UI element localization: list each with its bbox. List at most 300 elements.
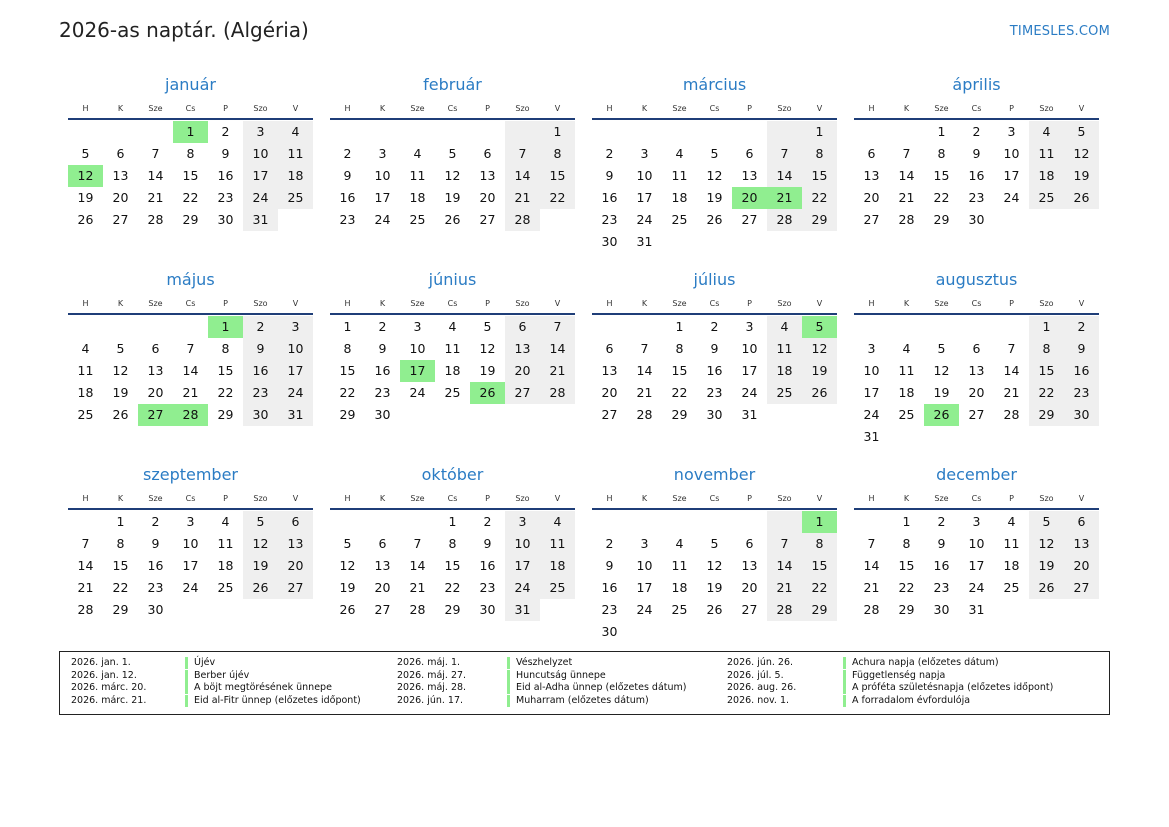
weekday-header: [854, 98, 1099, 120]
calendar-day: 28: [77, 602, 94, 617]
legend-holiday-name: A forradalom évfordulója: [843, 695, 970, 707]
weekday-label: H: [344, 493, 351, 503]
calendar-day: 6: [505, 316, 540, 338]
calendar-day: 5: [710, 146, 719, 161]
calendar-day: 7: [151, 146, 160, 161]
calendar-day: 22: [217, 385, 234, 400]
calendar-day: 15: [540, 165, 575, 187]
calendar-day: 8: [802, 533, 837, 555]
calendar-day: 29: [217, 407, 234, 422]
weekday-label: H: [82, 298, 89, 308]
month-days: [592, 511, 837, 643]
month-days: [330, 511, 575, 621]
calendar-day: 21: [898, 190, 915, 205]
weekday-label: P: [485, 493, 490, 503]
weekday-label: V: [816, 103, 823, 113]
calendar-day: 19: [77, 190, 94, 205]
empty-day: [330, 511, 365, 533]
calendar-day: 24: [374, 212, 391, 227]
calendar-day: 23: [374, 385, 391, 400]
calendar-day: 1: [675, 319, 684, 334]
weekday-header: [592, 488, 837, 510]
weekday-header: [330, 293, 575, 315]
weekday-label: V: [1078, 493, 1085, 503]
calendar-day: 12: [706, 558, 723, 573]
calendar-day: 21: [1003, 385, 1020, 400]
calendar-day: 20: [1064, 555, 1099, 577]
calendar-day: 17: [741, 363, 758, 378]
calendar-day: 27: [741, 212, 758, 227]
legend-holiday-name: A próféta születésnapja (előzetes időpont): [843, 682, 1053, 694]
month-február: [330, 74, 575, 231]
calendar-day: 17: [636, 190, 653, 205]
calendar-day: 8: [540, 143, 575, 165]
calendar-day: 30: [479, 602, 496, 617]
calendar-day: 28: [898, 212, 915, 227]
calendar-day: 13: [374, 558, 391, 573]
calendar-day: 18: [1003, 558, 1020, 573]
empty-day: [400, 511, 435, 533]
calendar-day: 2: [483, 514, 492, 529]
calendar-day: 18: [767, 360, 802, 382]
calendar-day: 6: [278, 511, 313, 533]
calendar-day: 6: [745, 536, 754, 551]
calendar-day: 12: [444, 168, 461, 183]
legend-holiday-name: Eid al-Adha ünnep (előzetes dátum): [507, 682, 687, 694]
weekday-label: K: [903, 298, 910, 308]
calendar-day: 29: [339, 407, 356, 422]
calendar-day: 19: [243, 555, 278, 577]
calendar-day: 27: [1064, 577, 1099, 599]
calendar-day: 2: [378, 319, 387, 334]
calendar-day: 8: [1029, 338, 1064, 360]
calendar-day: 1: [802, 121, 837, 143]
holiday-day: 28: [173, 404, 208, 426]
calendar-day: 17: [182, 558, 199, 573]
empty-day: [592, 511, 627, 533]
calendar-day: 4: [767, 316, 802, 338]
calendar-day: 28: [767, 599, 802, 621]
weekday-label: Cs: [709, 298, 720, 308]
calendar-day: 1: [1029, 316, 1064, 338]
weekday-label: P: [1009, 298, 1014, 308]
calendar-day: 24: [636, 212, 653, 227]
calendar-day: 29: [112, 602, 129, 617]
calendar-day: 8: [343, 341, 352, 356]
calendar-day: 31: [278, 404, 313, 426]
calendar-day: 30: [933, 602, 950, 617]
calendar-day: 26: [1029, 577, 1064, 599]
weekday-label: H: [868, 298, 875, 308]
calendar-day: 9: [221, 146, 230, 161]
calendar-day: 24: [968, 580, 985, 595]
legend-date: 2026. júl. 5.: [727, 669, 784, 681]
calendar-day: 30: [1064, 404, 1099, 426]
weekday-header: [854, 293, 1099, 315]
weekday-label: P: [1009, 493, 1014, 503]
calendar-day: 6: [867, 146, 876, 161]
calendar-day: 26: [339, 602, 356, 617]
calendar-day: 12: [479, 341, 496, 356]
calendar-day: 26: [112, 407, 129, 422]
weekday-label: K: [903, 103, 910, 113]
calendar-day: 4: [1007, 514, 1016, 529]
calendar-day: 3: [867, 341, 876, 356]
month-days: [330, 316, 575, 426]
weekday-label: Sze: [148, 493, 163, 503]
empty-day: [68, 316, 103, 338]
holiday-day: 1: [802, 511, 837, 533]
calendar-day: 8: [675, 341, 684, 356]
weekday-label: Szo: [515, 298, 530, 308]
brand-link[interactable]: TIMESLES.COM: [1009, 24, 1110, 39]
calendar-day: 6: [116, 146, 125, 161]
weekday-header: [68, 98, 313, 120]
calendar-day: 11: [898, 363, 915, 378]
calendar-day: 22: [112, 580, 129, 595]
calendar-day: 24: [243, 187, 278, 209]
month-name: április: [952, 75, 1001, 94]
calendar-day: 14: [898, 168, 915, 183]
calendar-day: 19: [1029, 555, 1064, 577]
calendar-day: 19: [339, 580, 356, 595]
calendar-day: 27: [601, 407, 618, 422]
holiday-day: 5: [802, 316, 837, 338]
empty-day: [627, 316, 662, 338]
weekday-label: V: [554, 103, 561, 113]
calendar-day: 9: [1064, 338, 1099, 360]
empty-day: [470, 121, 505, 143]
calendar-day: 20: [741, 580, 758, 595]
weekday-label: Sze: [672, 103, 687, 113]
calendar-day: 4: [902, 341, 911, 356]
calendar-day: 13: [741, 558, 758, 573]
calendar-day: 14: [767, 555, 802, 577]
weekday-label: Cs: [709, 493, 720, 503]
calendar-day: 15: [1029, 360, 1064, 382]
weekday-label: V: [1078, 298, 1085, 308]
weekday-label: P: [1009, 103, 1014, 113]
empty-day: [138, 316, 173, 338]
calendar-day: 12: [706, 168, 723, 183]
weekday-label: V: [292, 493, 299, 503]
calendar-day: 14: [147, 168, 164, 183]
calendar-day: 7: [1007, 341, 1016, 356]
calendar-day: 13: [601, 363, 618, 378]
weekday-label: H: [606, 493, 613, 503]
month-days: [68, 511, 313, 621]
calendar-day: 6: [483, 146, 492, 161]
month-name: december: [936, 465, 1017, 484]
empty-day: [889, 121, 924, 143]
calendar-day: 7: [413, 536, 422, 551]
weekday-label: Cs: [971, 103, 982, 113]
calendar-day: 1: [540, 121, 575, 143]
legend-holiday-name: Függetlenség napja: [843, 670, 945, 682]
calendar-day: 8: [116, 536, 125, 551]
calendar-day: 8: [902, 536, 911, 551]
weekday-label: Szo: [1039, 493, 1054, 503]
empty-day: [662, 511, 697, 533]
calendar-day: 1: [902, 514, 911, 529]
weekday-label: Szo: [253, 298, 268, 308]
weekday-label: Sze: [410, 298, 425, 308]
calendar-day: 7: [640, 341, 649, 356]
calendar-day: 2: [1064, 316, 1099, 338]
calendar-day: 2: [221, 124, 230, 139]
calendar-day: 10: [374, 168, 391, 183]
calendar-day: 3: [243, 121, 278, 143]
weekday-label: Szo: [777, 103, 792, 113]
calendar-day: 18: [409, 190, 426, 205]
calendar-day: 10: [278, 338, 313, 360]
calendar-day: 27: [112, 212, 129, 227]
calendar-day: 19: [933, 385, 950, 400]
legend-date: 2026. jún. 17.: [397, 695, 464, 707]
weekday-label: H: [82, 493, 89, 503]
empty-day: [138, 121, 173, 143]
calendar-day: 24: [863, 407, 880, 422]
weekday-label: P: [223, 298, 228, 308]
weekday-label: Cs: [185, 298, 196, 308]
calendar-day: 20: [278, 555, 313, 577]
calendar-day: 30: [217, 212, 234, 227]
calendar-day: 29: [671, 407, 688, 422]
weekday-label: Szo: [515, 493, 530, 503]
calendar-day: 17: [505, 555, 540, 577]
calendar-day: 15: [802, 555, 837, 577]
calendar-day: 20: [479, 190, 496, 205]
calendar-day: 14: [77, 558, 94, 573]
weekday-label: H: [344, 298, 351, 308]
empty-day: [959, 316, 994, 338]
calendar-day: 25: [444, 385, 461, 400]
month-days: [592, 316, 837, 426]
calendar-day: 7: [505, 143, 540, 165]
weekday-label: V: [554, 298, 561, 308]
calendar-day: 12: [802, 338, 837, 360]
calendar-day: 25: [278, 187, 313, 209]
calendar-day: 8: [448, 536, 457, 551]
calendar-day: 5: [116, 341, 125, 356]
weekday-label: V: [292, 298, 299, 308]
calendar-day: 18: [671, 580, 688, 595]
empty-day: [662, 121, 697, 143]
calendar-day: 9: [378, 341, 387, 356]
weekday-label: H: [606, 103, 613, 113]
calendar-day: 23: [243, 382, 278, 404]
empty-day: [103, 316, 138, 338]
calendar-day: 15: [339, 363, 356, 378]
weekday-label: Cs: [447, 493, 458, 503]
calendar-day: 17: [636, 580, 653, 595]
calendar-day: 30: [601, 624, 618, 639]
calendar-day: 2: [972, 124, 981, 139]
calendar-day: 30: [601, 234, 618, 249]
month-szeptember: [68, 464, 313, 621]
calendar-day: 29: [802, 599, 837, 621]
calendar-day: 26: [243, 577, 278, 599]
month-name: szeptember: [142, 465, 238, 484]
weekday-label: K: [117, 298, 124, 308]
legend-holiday-name: Berber újév: [185, 670, 249, 682]
weekday-header: [592, 98, 837, 120]
calendar-day: 5: [243, 511, 278, 533]
calendar-day: 17: [243, 165, 278, 187]
month-augusztus: [854, 269, 1099, 448]
weekday-header: [68, 293, 313, 315]
calendar-day: 20: [374, 580, 391, 595]
weekday-label: Sze: [148, 103, 163, 113]
calendar-day: 28: [409, 602, 426, 617]
calendar-day: 11: [217, 536, 234, 551]
calendar-day: 13: [147, 363, 164, 378]
calendar-day: 11: [278, 143, 313, 165]
calendar-day: 13: [479, 168, 496, 183]
empty-day: [854, 511, 889, 533]
weekday-label: Sze: [934, 103, 949, 113]
holiday-day: 20: [732, 187, 767, 209]
calendar-day: 19: [706, 190, 723, 205]
calendar-day: 25: [767, 382, 802, 404]
calendar-day: 20: [968, 385, 985, 400]
calendar-day: 15: [182, 168, 199, 183]
calendar-day: 13: [741, 168, 758, 183]
calendar-day: 31: [741, 407, 758, 422]
calendar-day: 24: [505, 577, 540, 599]
calendar-day: 16: [933, 558, 950, 573]
calendar-day: 20: [601, 385, 618, 400]
calendar-day: 21: [636, 385, 653, 400]
calendar-day: 2: [243, 316, 278, 338]
empty-day: [627, 121, 662, 143]
calendar-day: 14: [767, 165, 802, 187]
calendar-day: 25: [1003, 580, 1020, 595]
weekday-label: P: [223, 493, 228, 503]
calendar-day: 8: [937, 146, 946, 161]
calendar-day: 14: [182, 363, 199, 378]
calendar-day: 18: [278, 165, 313, 187]
empty-day: [592, 316, 627, 338]
calendar-day: 11: [1029, 143, 1064, 165]
calendar-day: 10: [741, 341, 758, 356]
calendar-day: 20: [147, 385, 164, 400]
calendar-day: 19: [112, 385, 129, 400]
empty-day: [697, 511, 732, 533]
month-március: [592, 74, 837, 253]
calendar-day: 4: [1029, 121, 1064, 143]
calendar-day: 16: [601, 190, 618, 205]
calendar-day: 19: [1064, 165, 1099, 187]
calendar-day: 4: [221, 514, 230, 529]
calendar-day: 27: [278, 577, 313, 599]
calendar-day: 18: [898, 385, 915, 400]
calendar-day: 30: [374, 407, 391, 422]
calendar-day: 29: [933, 212, 950, 227]
calendar-day: 1: [343, 319, 352, 334]
weekday-header: [592, 293, 837, 315]
calendar-day: 5: [710, 536, 719, 551]
empty-day: [994, 316, 1029, 338]
calendar-day: 15: [898, 558, 915, 573]
calendar-day: 30: [968, 212, 985, 227]
empty-day: [732, 511, 767, 533]
calendar-day: 24: [409, 385, 426, 400]
calendar-day: 10: [243, 143, 278, 165]
calendar-day: 17: [278, 360, 313, 382]
calendar-day: 3: [745, 319, 754, 334]
calendar-day: 30: [147, 602, 164, 617]
calendar-day: 4: [413, 146, 422, 161]
calendar-day: 5: [1029, 511, 1064, 533]
calendar-day: 22: [182, 190, 199, 205]
calendar-day: 6: [605, 341, 614, 356]
legend-holiday-name: Huncutság ünnepe: [507, 670, 606, 682]
calendar-day: 10: [636, 168, 653, 183]
calendar-day: 14: [540, 338, 575, 360]
calendar-day: 3: [640, 146, 649, 161]
calendar-day: 9: [972, 146, 981, 161]
calendar-day: 20: [112, 190, 129, 205]
calendar-day: 30: [706, 407, 723, 422]
weekday-label: Cs: [709, 103, 720, 113]
weekday-label: K: [641, 103, 648, 113]
calendar-day: 3: [1007, 124, 1016, 139]
legend-holiday-name: Eid al-Fitr ünnep (előzetes időpont): [185, 695, 361, 707]
calendar-day: 31: [243, 209, 278, 231]
weekday-label: V: [816, 493, 823, 503]
calendar-day: 5: [81, 146, 90, 161]
weekday-label: P: [747, 493, 752, 503]
calendar-day: 3: [413, 319, 422, 334]
empty-day: [767, 121, 802, 143]
weekday-label: K: [379, 103, 386, 113]
calendar-day: 4: [675, 536, 684, 551]
calendar-day: 2: [605, 146, 614, 161]
calendar-day: 9: [605, 168, 614, 183]
calendar-day: 5: [1064, 121, 1099, 143]
calendar-day: 21: [409, 580, 426, 595]
calendar-day: 1: [116, 514, 125, 529]
empty-day: [173, 316, 208, 338]
month-days: [854, 121, 1099, 231]
weekday-label: H: [82, 103, 89, 113]
legend-holiday-name: Muharram (előzetes dátum): [507, 695, 649, 707]
empty-day: [854, 316, 889, 338]
weekday-label: V: [292, 103, 299, 113]
calendar-day: 3: [972, 514, 981, 529]
calendar-day: 25: [409, 212, 426, 227]
month-január: [68, 74, 313, 231]
calendar-day: 23: [968, 190, 985, 205]
calendar-day: 13: [505, 338, 540, 360]
calendar-day: 23: [601, 602, 618, 617]
calendar-day: 21: [540, 360, 575, 382]
month-november: [592, 464, 837, 643]
weekday-header: [68, 488, 313, 510]
empty-day: [732, 121, 767, 143]
weekday-label: K: [117, 493, 124, 503]
calendar-day: 17: [863, 385, 880, 400]
calendar-day: 22: [671, 385, 688, 400]
calendar-day: 9: [937, 536, 946, 551]
empty-day: [697, 121, 732, 143]
calendar-day: 6: [378, 536, 387, 551]
calendar-day: 19: [706, 580, 723, 595]
calendar-day: 16: [217, 168, 234, 183]
calendar-day: 24: [741, 385, 758, 400]
calendar-day: 9: [243, 338, 278, 360]
